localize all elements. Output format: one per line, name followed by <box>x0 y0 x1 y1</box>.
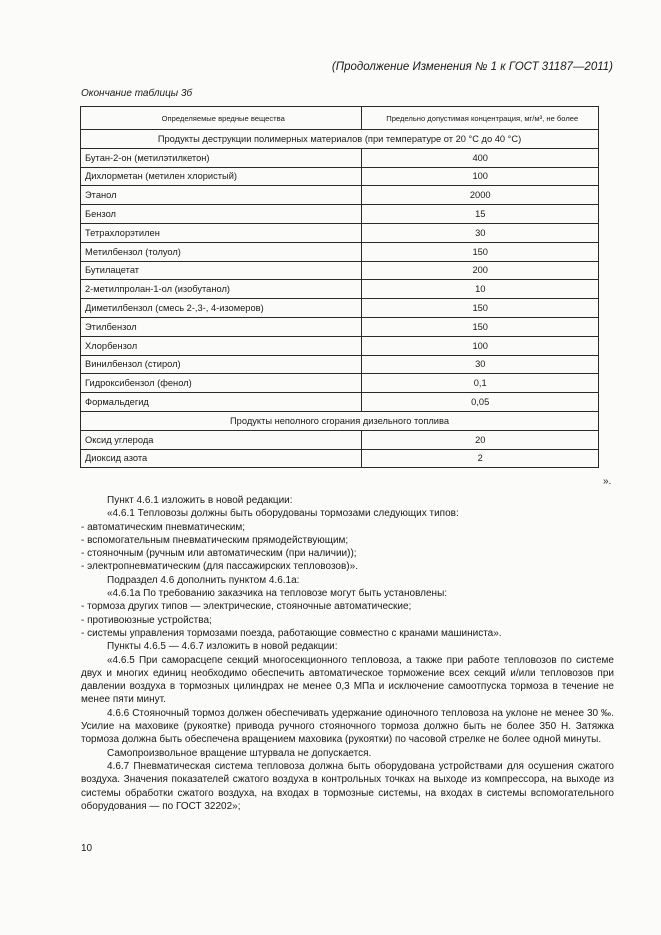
table-row <box>81 317 599 336</box>
concentration-value: 2 <box>362 449 599 468</box>
concentration-value: 150 <box>362 242 599 261</box>
substance-name: Тетрахлорэтилен <box>81 223 362 242</box>
table-header-row <box>81 107 599 130</box>
closing-quote: ». <box>603 476 612 487</box>
table-row <box>81 336 599 355</box>
substance-name: Винилбензол (стирол) <box>81 355 362 374</box>
substance-name: Этилбензол <box>81 317 362 336</box>
table-row <box>81 430 599 449</box>
paragraph: Пункт 4.6.1 изложить в новой редакции: <box>107 495 293 506</box>
substance-name: Диоксид азота <box>81 449 362 468</box>
table-row <box>81 148 599 167</box>
substance-name: Метилбензол (толуол) <box>81 242 362 261</box>
paragraph: 4.6.7 Пневматическая система тепловоза должна быть оборудована устройствами для осушения сжатого воздуха. Значения показателей сжатого воздуха в контрольных точках на выходе из компрессора, на выходе из системы обработки сжатого воздуха, на входах в тормозные системы, на входах в системы вспомогательного оборудования — по ГОСТ 32202»; <box>81 760 614 812</box>
table-group-row <box>81 130 599 149</box>
table-row <box>81 205 599 224</box>
table-group-row <box>81 411 599 430</box>
page-header: (Продолжение Изменения № 1 к ГОСТ 31187—2011) <box>331 61 613 73</box>
concentration-value: 10 <box>362 280 599 299</box>
concentration-value: 400 <box>362 148 599 167</box>
concentration-value: 150 <box>362 299 599 318</box>
group-heading: Продукты неполного сгорания дизельного топлива <box>81 411 599 430</box>
paragraph: - вспомогательным пневматическим прямодействующим; <box>81 534 349 546</box>
table-row <box>81 242 599 261</box>
col-header-concentration: Предельно допустимая концентрация, мг/м³, не более <box>362 107 599 130</box>
concentration-value: 0,05 <box>362 393 599 412</box>
paragraph: - системы управления тормозами поезда, работающие совместно с кранами машиниста». <box>81 627 502 639</box>
paragraph: «4.6.5 При саморасцепе секций многосекционного тепловоза, а также при работе тепловозов по системе двух и многих единиц необходимо обеспечить автоматическое торможение всех секций и/или тепловозов при давлении воздуха в тормозных цилиндрах не менее 0,3 МПа и исключение самоотпуска тормоза в течение не менее пяти минут. <box>81 654 614 706</box>
table-row <box>81 261 599 280</box>
substance-name: Дихлорметан (метилен хлористый) <box>81 167 362 186</box>
substance-name: Оксид углерода <box>81 430 362 449</box>
concentration-value: 2000 <box>362 186 599 205</box>
concentration-value: 100 <box>362 167 599 186</box>
table-row <box>81 186 599 205</box>
concentration-value: 30 <box>362 355 599 374</box>
paragraph: - противоюзные устройства; <box>81 614 212 626</box>
table-caption: Окончание таблицы 3б <box>81 88 193 99</box>
body-text <box>81 494 614 813</box>
table-row <box>81 299 599 318</box>
substances-table <box>80 106 599 468</box>
substance-name: Бензол <box>81 205 362 224</box>
table-row <box>81 374 599 393</box>
concentration-value: 100 <box>362 336 599 355</box>
paragraph: Самопроизвольное вращение штурвала не допускается. <box>107 747 372 759</box>
paragraph: - электропневматическим (для пассажирских тепловозов)». <box>81 561 358 573</box>
paragraph: - автоматическим пневматическим; <box>81 521 246 533</box>
table-row <box>81 167 599 186</box>
substance-name: Этанол <box>81 186 362 205</box>
paragraph: - тормоза других типов — электрические, стояночные автоматические; <box>81 601 412 613</box>
substance-name: Бутилацетат <box>81 261 362 280</box>
substance-name: Диметилбензол (смесь 2-,3-, 4-изомеров) <box>81 299 362 318</box>
table-row <box>81 355 599 374</box>
table-row <box>81 280 599 299</box>
paragraph: Подраздел 4.6 дополнить пунктом 4.6.1а: <box>107 574 300 586</box>
substance-name: Формальдегид <box>81 393 362 412</box>
substance-name: 2-метилпролан-1-ол (изобутанол) <box>81 280 362 299</box>
paragraph: «4.6.1а По требованию заказчика на тепловозе могут быть установлены: <box>107 588 448 600</box>
concentration-value: 200 <box>362 261 599 280</box>
table-row <box>81 393 599 412</box>
group-heading: Продукты деструкции полимерных материалов (при температуре от 20 °С до 40 °С) <box>81 130 599 149</box>
paragraph: 4.6.6 Стояночный тормоз должен обеспечивать удержание одиночного тепловоза на уклоне не менее 30 ‰. Усилие на маховике (рукоятке) привода ручного стояночного тормоза должно быть не более 350 Н. Затяжка тормоза должна быть обеспечена вращением маховика (рукоятки) по часовой стрелке не более одной минуты. <box>81 707 614 746</box>
paragraph: Пункты 4.6.5 — 4.6.7 изложить в новой редакции: <box>107 641 338 653</box>
concentration-value: 30 <box>362 223 599 242</box>
paragraph: «4.6.1 Тепловозы должны быть оборудованы тормозами следующих типов: <box>107 508 459 520</box>
concentration-value: 0,1 <box>362 374 599 393</box>
table-row <box>81 223 599 242</box>
table-row <box>81 449 599 468</box>
concentration-value: 15 <box>362 205 599 224</box>
col-header-substance: Определяемые вредные вещества <box>81 107 362 130</box>
substance-name: Бутан-2-он (метилэтилкетон) <box>81 148 362 167</box>
paragraph: - стояночным (ручным или автоматическим (при наличии)); <box>81 548 357 560</box>
page-number: 10 <box>81 843 93 854</box>
concentration-value: 150 <box>362 317 599 336</box>
substance-name: Гидроксибензол (фенол) <box>81 374 362 393</box>
substance-name: Хлорбензол <box>81 336 362 355</box>
concentration-value: 20 <box>362 430 599 449</box>
